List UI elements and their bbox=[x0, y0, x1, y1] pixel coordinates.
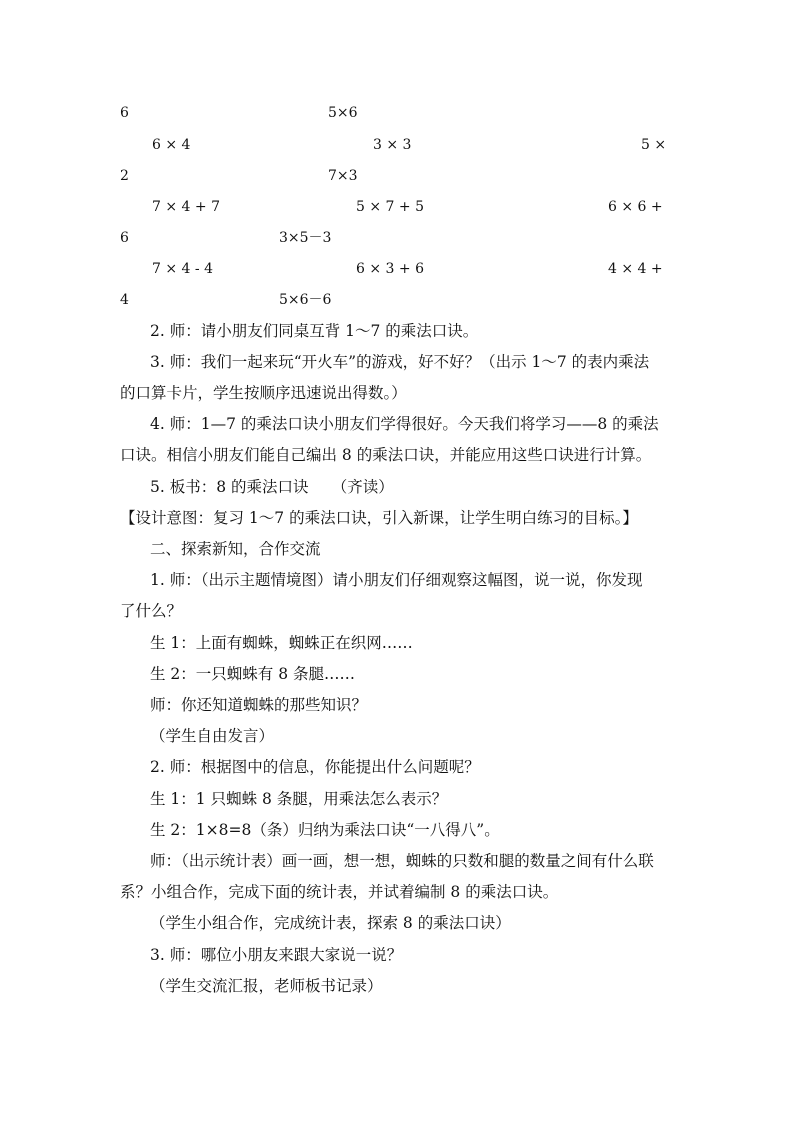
body-line: 生 2：1×8=8（条）归纳为乘法口诀“一八得八”。 bbox=[150, 821, 500, 839]
exercise-text: 3 × 3 bbox=[373, 137, 412, 153]
body-line: 系？小组合作，完成下面的统计表，并试着编制 8 的乘法口诀。 bbox=[120, 883, 559, 901]
exercise-text: 7 × 4 + 7 bbox=[152, 199, 220, 215]
body-line: 的口算卡片，学生按顺序迅速说出得数。） bbox=[120, 384, 407, 402]
design-intent-note: 【设计意图：复习 1～7 的乘法口诀，引入新课，让学生明白练习的目标。】 bbox=[120, 509, 638, 527]
body-line: 生 1：1 只蜘蛛 8 条腿，用乘法怎么表示？ bbox=[150, 790, 448, 808]
body-line: 师：（出示统计表）画一画，想一想，蜘蛛的只数和腿的数量之间有什么联 bbox=[150, 852, 654, 870]
body-line: 生 1：上面有蜘蛛，蜘蛛正在织网…… bbox=[150, 634, 413, 652]
exercise-text: 7 × 4 - 4 bbox=[152, 261, 213, 277]
exercise-text: 6 × 3 + 6 bbox=[356, 261, 424, 277]
exercise-text: 4 bbox=[120, 292, 129, 308]
exercise-text: 6 × 4 bbox=[152, 137, 191, 153]
section-heading: 二、探索新知，合作交流 bbox=[150, 540, 321, 558]
body-line: 2. 师：根据图中的信息，你能提出什么问题呢？ bbox=[150, 758, 480, 776]
body-line: 口诀。相信小朋友们能自己编出 8 的乘法口诀，并能应用这些口诀进行计算。 bbox=[120, 446, 652, 464]
body-line: 5. 板书：8 的乘法口诀 （齐读） bbox=[150, 478, 394, 496]
body-line: （学生自由发言） bbox=[150, 727, 275, 745]
body-line: 3. 师：哪位小朋友来跟大家说一说？ bbox=[150, 946, 403, 964]
exercise-text: 6 × 6 + bbox=[608, 199, 663, 215]
exercise-text: 2 bbox=[120, 168, 129, 184]
body-line: 1. 师：（出示主题情境图）请小朋友们仔细观察这幅图，说一说，你发现 bbox=[150, 571, 643, 589]
exercise-text: 3×5－3 bbox=[279, 230, 332, 246]
exercise-text: 5 × bbox=[641, 137, 667, 153]
body-line: 师：你还知道蜘蛛的那些知识？ bbox=[150, 696, 368, 714]
body-line: 生 2：一只蜘蛛有 8 条腿…… bbox=[150, 665, 356, 683]
exercise-text: 6 bbox=[120, 105, 129, 121]
exercise-text: 5 × 7 + 5 bbox=[356, 199, 424, 215]
exercise-text: 7×3 bbox=[328, 168, 358, 184]
body-line: 了什么？ bbox=[120, 602, 183, 620]
body-line: 4. 师：1—7 的乘法口诀小朋友们学得很好。今天我们将学习——8 的乘法 bbox=[150, 415, 659, 433]
body-line: 3. 师：我们一起来玩“开火车”的游戏，好不好？（出示 1～7 的表内乘法 bbox=[150, 353, 650, 371]
body-line: （学生交流汇报，老师板书记录） bbox=[150, 977, 383, 995]
exercise-text: 5×6 bbox=[328, 105, 358, 121]
exercise-text: 6 bbox=[120, 230, 129, 246]
exercise-text: 4 × 4 + bbox=[608, 261, 663, 277]
body-line: 2. 师：请小朋友们同桌互背 1～7 的乘法口诀。 bbox=[150, 322, 479, 340]
body-line: （学生小组合作，完成统计表，探索 8 的乘法口诀） bbox=[150, 914, 511, 932]
exercise-text: 5×6－6 bbox=[279, 292, 332, 308]
